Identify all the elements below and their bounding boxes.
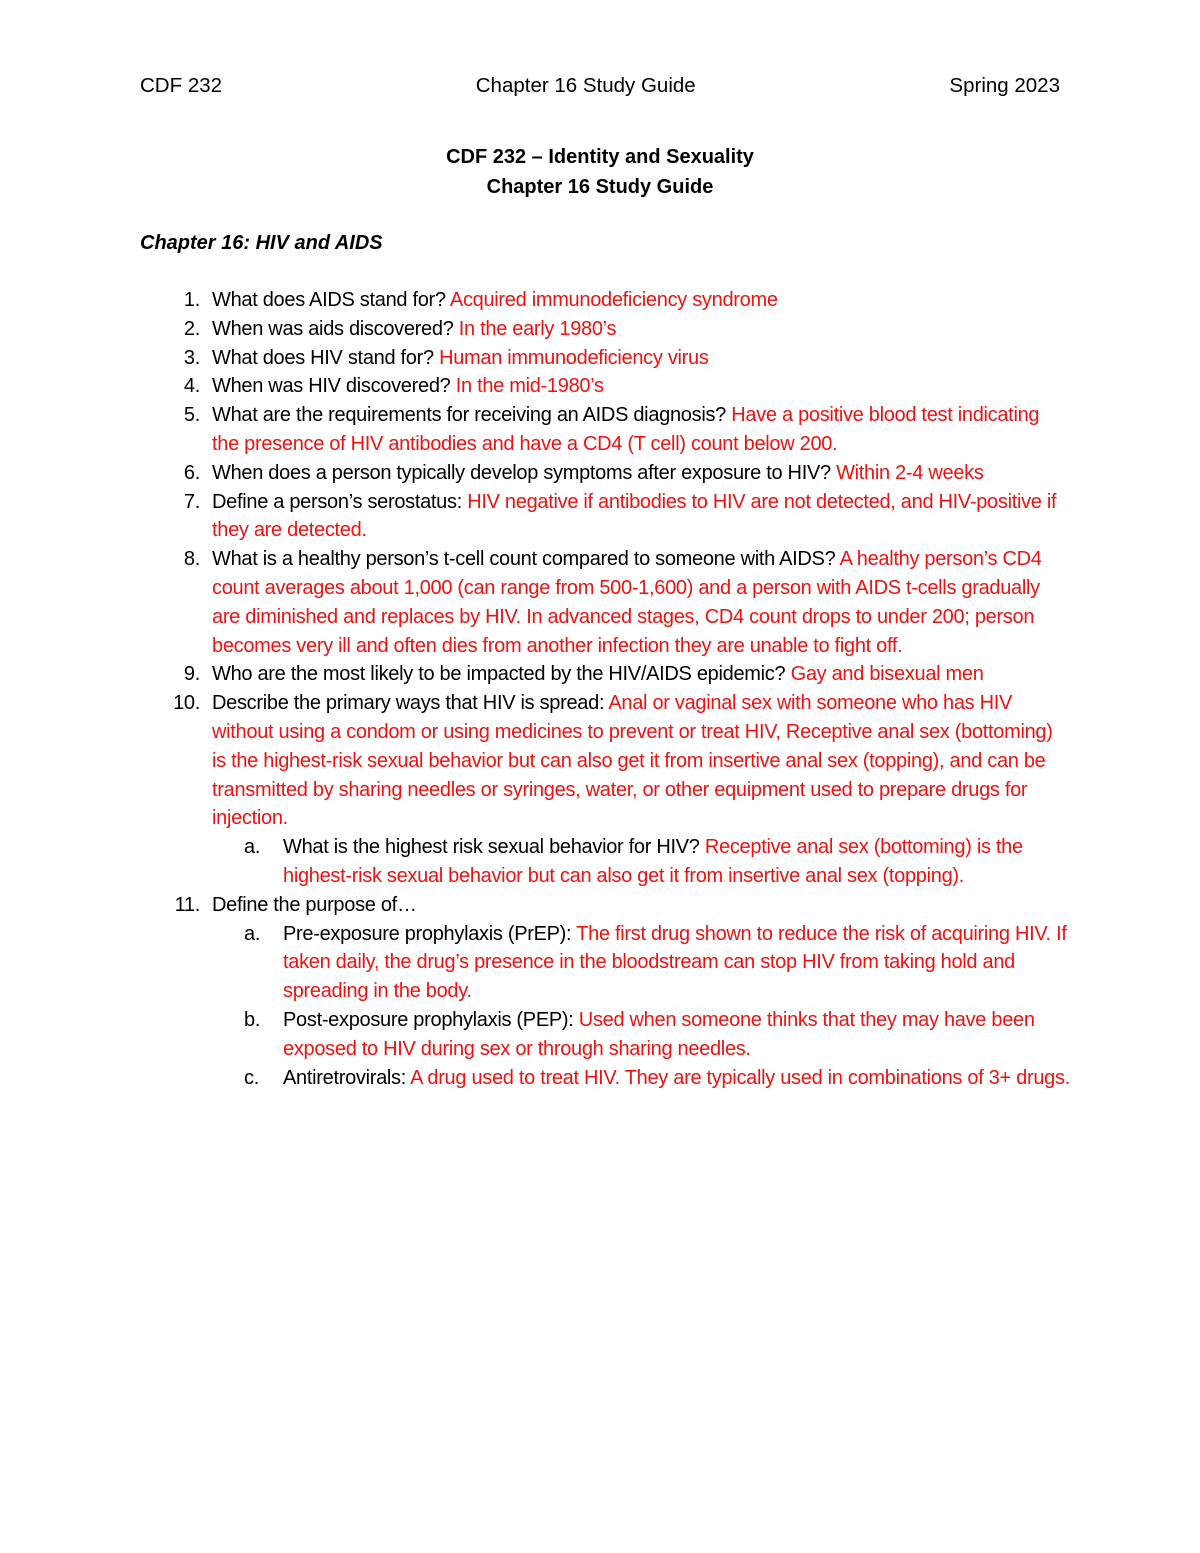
question-number: 11. bbox=[174, 893, 200, 916]
question-text: Pre-exposure prophylaxis (PrEP): bbox=[283, 922, 577, 945]
question-text: Define a person’s serostatus: bbox=[212, 490, 468, 513]
answer-text: In the mid-1980’s bbox=[455, 375, 604, 398]
answer-text: HIV negative if antibodies to HIV are not detected, and HIV-positive if they are detected. bbox=[212, 490, 1057, 542]
question-item bbox=[140, 372, 1070, 401]
question-number: 6. bbox=[183, 461, 200, 484]
question-item bbox=[140, 401, 1070, 459]
answer-text: Have a positive blood test indicating the presence of HIV antibodies and have a CD4 (T cell) count below 200. bbox=[212, 404, 1040, 455]
question-text: Describe the primary ways that HIV is spread: bbox=[212, 692, 609, 715]
question-item bbox=[140, 459, 1070, 488]
answer-text: In the early 1980’s bbox=[458, 317, 617, 340]
answer-text: Within 2-4 weeks bbox=[836, 461, 984, 484]
question-list bbox=[140, 286, 1070, 1092]
question-text: What does HIV stand for? bbox=[212, 346, 440, 369]
question-item bbox=[140, 689, 1070, 833]
question-item bbox=[140, 344, 1070, 373]
question-text: What is the highest risk sexual behavior for HIV? bbox=[283, 836, 705, 859]
chapter-heading: Chapter 16: HIV and AIDS bbox=[140, 232, 383, 254]
sub-question-letter: a. bbox=[244, 836, 261, 859]
sub-question-item bbox=[140, 920, 1070, 1006]
question-item bbox=[140, 488, 1070, 546]
answer-text: Receptive anal sex (bottoming) is the highest-risk sexual behavior but can also get it from insertive anal sex (topping). bbox=[283, 836, 1023, 887]
question-number: 7. bbox=[183, 490, 200, 513]
question-item bbox=[140, 315, 1070, 344]
header-doc-title: Chapter 16 Study Guide bbox=[475, 74, 696, 97]
question-item bbox=[140, 660, 1070, 689]
question-number: 5. bbox=[183, 404, 200, 427]
question-text: Who are the most likely to be impacted by the HIV/AIDS epidemic? bbox=[212, 663, 791, 686]
sub-question-item bbox=[140, 1064, 1070, 1093]
answer-text: The first drug shown to reduce the risk of acquiring HIV. If taken daily, the drug’s presence in the bloodstream can stop HIV from taking hold and spreading in the body. bbox=[283, 922, 1067, 1003]
sub-question-item bbox=[140, 833, 1070, 891]
sub-question-letter: b. bbox=[244, 1008, 261, 1031]
question-number: 1. bbox=[183, 289, 200, 311]
question-item bbox=[140, 891, 1070, 920]
question-number: 9. bbox=[183, 663, 200, 686]
question-item bbox=[140, 286, 1070, 315]
question-text: When was HIV discovered? bbox=[212, 375, 456, 398]
sub-question-letter: c. bbox=[244, 1066, 259, 1089]
title-guide-name: Chapter 16 Study Guide bbox=[486, 176, 714, 198]
question-text: When does a person typically develop symptoms after exposure to HIV? bbox=[212, 461, 837, 484]
sub-question-letter: a. bbox=[244, 922, 261, 945]
document-title bbox=[140, 142, 1060, 202]
question-number: 10. bbox=[173, 692, 200, 715]
running-header bbox=[140, 72, 1060, 100]
header-term: Spring 2023 bbox=[949, 74, 1060, 97]
question-item bbox=[140, 545, 1070, 660]
question-text: What is a healthy person’s t-cell count compared to someone with AIDS? bbox=[212, 548, 840, 571]
question-number: 2. bbox=[183, 317, 200, 340]
answer-text: Used when someone thinks that they may have been exposed to HIV during sex or through sharing needles. bbox=[283, 1008, 1035, 1060]
answer-text: Gay and bisexual men bbox=[790, 663, 984, 686]
question-text: What are the requirements for receiving an AIDS diagnosis? bbox=[212, 404, 732, 427]
answer-text: A healthy person’s CD4 count averages about 1,000 (can range from 500-1,600) and a person with AIDS t-cells gradually are diminished and replaces by HIV. In advanced stages, CD4 count drops to under 200; person becomes very ill and often dies from another infection they are unable to fight off. bbox=[212, 548, 1042, 657]
answer-text: Anal or vaginal sex with someone who has HIV without using a condom or using medicines to prevent or treat HIV, Receptive anal sex (bottoming) is the highest-risk sexual behavior but can also get it from insertive anal sex (topping), and can be transmitted by sharing needles or syringes, water, or other equipment used to prepare drugs for injection. bbox=[212, 692, 1053, 830]
question-number: 8. bbox=[183, 548, 200, 571]
sub-question-item bbox=[140, 1006, 1070, 1064]
answer-text: Acquired immunodeficiency syndrome bbox=[449, 289, 778, 311]
header-course: CDF 232 bbox=[140, 74, 223, 97]
title-course-name: CDF 232 – Identity and Sexuality bbox=[446, 146, 754, 168]
question-text: What does AIDS stand for? bbox=[212, 289, 450, 311]
question-text: Define the purpose of… bbox=[212, 893, 417, 916]
question-text: When was aids discovered? bbox=[212, 317, 459, 340]
question-text: Post-exposure prophylaxis (PEP): bbox=[283, 1008, 579, 1031]
question-number: 4. bbox=[183, 375, 200, 398]
answer-text: A drug used to treat HIV. They are typically used in combinations of 3+ drugs. bbox=[410, 1066, 1070, 1089]
question-number: 3. bbox=[183, 346, 200, 369]
answer-text: Human immunodeficiency virus bbox=[439, 346, 709, 369]
question-text: Antiretrovirals: bbox=[283, 1066, 411, 1089]
